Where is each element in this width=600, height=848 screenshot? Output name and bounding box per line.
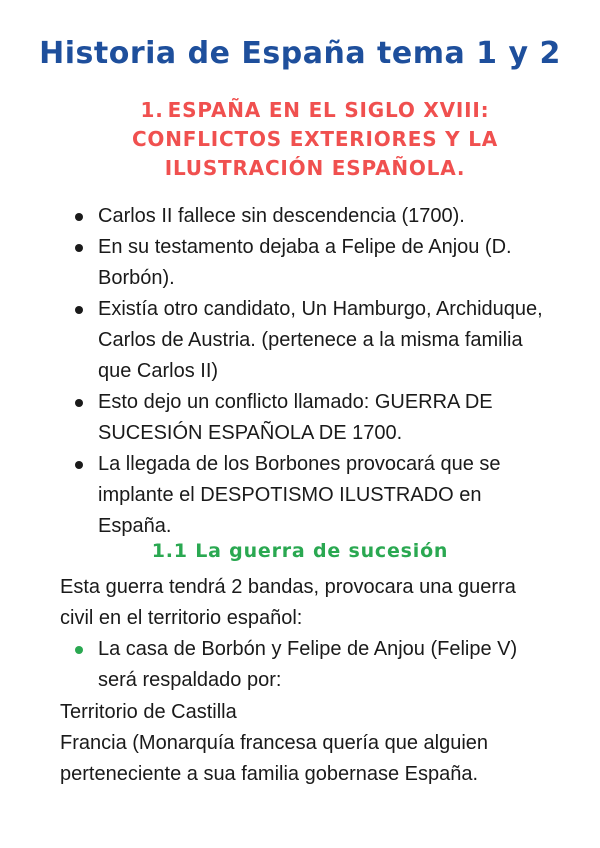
bullet-dot-icon: [75, 213, 83, 221]
list-item-text: En su testamento dejaba a Felipe de Anjou (D. Borbón).: [98, 236, 512, 289]
bullet-dot-icon: [75, 399, 83, 407]
section-1-bullet-list: [60, 201, 550, 542]
section-1-1-heading: 1.1 La guerra de sucesión: [151, 540, 449, 562]
section-1-1-lines: [60, 697, 550, 790]
bullet-dot-icon: [75, 461, 83, 469]
section-1-1-bullet-list: [60, 634, 550, 696]
text-line: Territorio de Castilla: [60, 701, 237, 723]
list-item: [60, 449, 550, 542]
list-item: [60, 201, 550, 232]
bullet-dot-icon: [75, 244, 83, 252]
bullet-dot-icon: [75, 306, 83, 314]
list-item: [60, 387, 550, 449]
section-1-heading: [80, 96, 550, 183]
list-item: [60, 634, 550, 696]
bullet-dot-icon: [75, 646, 83, 654]
list-item: [60, 232, 550, 294]
list-item: [60, 294, 550, 387]
list-item-text: Carlos II fallece sin descendencia (1700).: [98, 205, 465, 227]
section-1-1-intro: Esta guerra tendrá 2 bandas, provocara una guerra civil en el territorio español:: [60, 576, 516, 629]
text-line: Francia (Monarquía francesa quería que alguien perteneciente a sua familia gobernase España.: [60, 732, 489, 785]
list-item-text: La llegada de los Borbones provocará que se implante el DESPOTISMO ILUSTRADO en España.: [98, 453, 501, 537]
list-item-text: Esto dejo un conflicto llamado: GUERRA DE SUCESIÓN ESPAÑOLA DE 1700.: [98, 391, 493, 444]
section-1-heading-text: ESPAÑA EN EL SIGLO XVIII: CONFLICTOS EXTERIORES Y LA ILUSTRACIÓN ESPAÑOLA.: [131, 98, 499, 180]
section-1-number: 1.: [140, 98, 164, 122]
document-title: Historia de España tema 1 y 2: [39, 36, 561, 71]
list-item-text: Existía otro candidato, Un Hamburgo, Archiduque, Carlos de Austria. (pertenece a la misma familia que Carlos II): [98, 298, 543, 382]
list-item-text: La casa de Borbón y Felipe de Anjou (Felipe V) será respaldado por:: [98, 638, 518, 691]
